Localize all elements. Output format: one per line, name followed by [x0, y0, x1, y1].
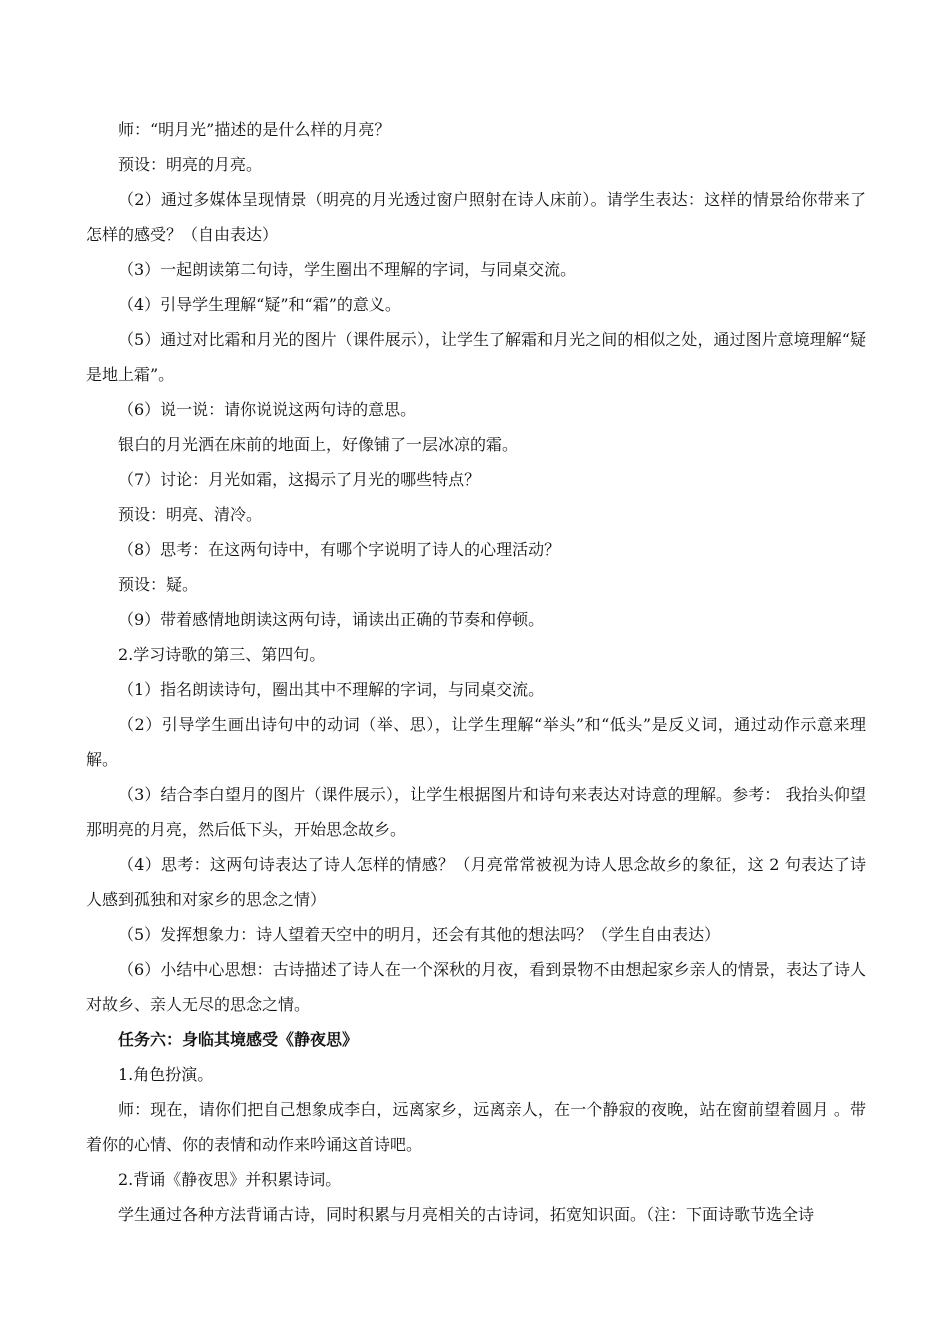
section-subheading: 1.角色扮演。 [118, 1065, 214, 1084]
paragraph: 银白的月光洒在床前的地面上，好像铺了一层冰凉的霜。 [118, 435, 519, 454]
paragraph: （1）指名朗读诗句，圈出其中不理解的字词，与同桌交流。 [118, 680, 545, 699]
paragraph: 预设：明亮的月亮。 [118, 155, 263, 174]
section-subheading: 2.背诵《静夜思》并积累诗词。 [118, 1170, 342, 1189]
paragraph: 预设：疑。 [118, 575, 199, 594]
paragraph: （8）思考：在这两句诗中，有哪个字说明了诗人的心理活动？ [118, 540, 561, 559]
section-subheading: 2.学习诗歌的第三、第四句。 [118, 645, 326, 664]
paragraph: （5）发挥想象力：诗人望着天空中的明月，还会有其他的想法吗？（学生自由表达） [118, 925, 721, 944]
paragraph: 师：现在，请你们把自己想象成李白，远离家乡，远离亲人，在一个静寂的夜晚，站在窗前望着圆月 。带着你的心情、你的表情和动作来吟诵这首诗吧。 [86, 1100, 866, 1154]
paragraph: （4）引导学生理解“疑”和“霜”的意义。 [118, 295, 401, 314]
document-body [86, 112, 866, 1232]
paragraph: （9）带着感情地朗读这两句诗，诵读出正确的节奏和停顿。 [118, 610, 545, 629]
task-heading: 任务六：身临其境感受《静夜思》 [118, 1030, 359, 1049]
paragraph: （3）结合李白望月的图片（课件展示），让学生根据图片和诗句来表达对诗意的理解。参考： 我抬头仰望那明亮的月亮，然后低下头，开始思念故乡。 [86, 785, 866, 839]
paragraph: （2）通过多媒体呈现情景（明亮的月光透过窗户照射在诗人床前）。请学生表达：这样的情景给你带来了怎样的感受？（自由表达） [86, 190, 866, 244]
paragraph: （7）讨论：月光如霜，这揭示了月光的哪些特点？ [118, 470, 481, 489]
paragraph: （6）小结中心思想：古诗描述了诗人在一个深秋的月夜，看到景物不由想起家乡亲人的情景，表达了诗人对故乡、亲人无尽的思念之情。 [86, 960, 866, 1014]
paragraph: （2）引导学生画出诗句中的动词（举、思），让学生理解“举头”和“低头”是反义词，通过动作示意来理解。 [86, 715, 866, 769]
paragraph: （4）思考：这两句诗表达了诗人怎样的情感？（月亮常常被视为诗人思念故乡的象征，这 2 句表达了诗人感到孤独和对家乡的思念之情） [86, 855, 866, 909]
paragraph: （5）通过对比霜和月光的图片（课件展示），让学生了解霜和月光之间的相似之处，通过图片意境理解“疑是地上霜”。 [86, 330, 866, 384]
paragraph: （3）一起朗读第二句诗，学生圈出不理解的字词，与同桌交流。 [118, 260, 577, 279]
paragraph: 学生通过各种方法背诵古诗，同时积累与月亮相关的古诗词，拓宽知识面。（注：下面诗歌节选全诗 [118, 1205, 815, 1224]
paragraph: 预设：明亮、清冷。 [118, 505, 263, 524]
paragraph: 师：“明月光”描述的是什么样的月亮？ [118, 120, 391, 139]
paragraph: （6）说一说：请你说说这两句诗的意思。 [118, 400, 417, 419]
